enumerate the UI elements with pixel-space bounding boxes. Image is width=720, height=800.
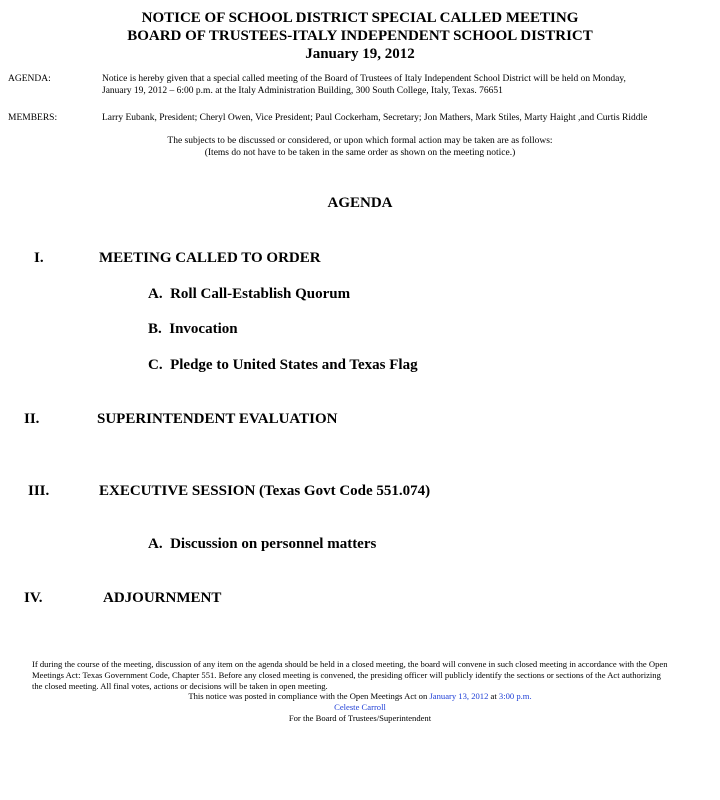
section-1-numeral: I. <box>34 250 44 266</box>
section-1-title: MEETING CALLED TO ORDER <box>99 250 321 266</box>
agenda-heading: AGENDA <box>327 195 393 211</box>
section-4-numeral: IV. <box>24 590 43 606</box>
posting-statement <box>0 691 720 702</box>
members-label: MEMBERS: <box>8 113 58 123</box>
meeting-date: January 19, 2012 <box>305 46 415 62</box>
section-2-numeral: II. <box>24 411 40 427</box>
section-1-item-b: B. Invocation <box>148 321 238 337</box>
section-3-item-a: A. Discussion on personnel matters <box>148 536 377 552</box>
posting-time: 3:00 p.m. <box>498 691 532 701</box>
agenda-label: AGENDA: <box>8 74 51 84</box>
for-board: For the Board of Trustees/Superintendent <box>288 713 432 723</box>
posting-date: January 13, 2012 <box>429 691 489 701</box>
agenda-notice-line-1: Notice is hereby given that a special called meeting of the Board of Trustees of Italy Independent School District will be held on Monday, <box>102 74 626 84</box>
posting-at: at <box>488 691 499 701</box>
section-3-numeral: III. <box>28 483 50 499</box>
section-1-item-c: C. Pledge to United States and Texas Flag <box>148 357 418 373</box>
subjects-note: (Items do not have to be taken in the same order as shown on the meeting notice.) <box>204 148 516 158</box>
section-1-item-a: A. Roll Call-Establish Quorum <box>148 286 351 302</box>
members-list: Larry Eubank, President; Cheryl Owen, Vice President; Paul Cockerham, Secretary; Jon Mathers, Mark Stiles, Marty Haight ,and Curtis Riddle <box>102 113 648 123</box>
agenda-notice-line-2: January 19, 2012 – 6:00 p.m. at the Italy Administration Building, 300 South College, Italy, Texas. 76651 <box>102 86 503 96</box>
posting-prefix: This notice was posted in compliance with the Open Meetings Act on <box>188 691 430 701</box>
notice-title: NOTICE OF SCHOOL DISTRICT SPECIAL CALLED MEETING <box>141 10 579 26</box>
closed-meeting-line-1: If during the course of the meeting, discussion of any item on the agenda should be held in a closed meeting, the board will convene in such closed meeting in accordance with the Open <box>32 659 668 669</box>
section-2-title: SUPERINTENDENT EVALUATION <box>97 411 338 427</box>
section-4-title: ADJOURNMENT <box>103 590 222 606</box>
posted-by: Celeste Carroll <box>334 702 386 712</box>
board-title: BOARD OF TRUSTEES-ITALY INDEPENDENT SCHOOL DISTRICT <box>127 28 593 44</box>
closed-meeting-line-3: the closed meeting. All final votes, actions or decisions will be taken in open meeting. <box>32 681 328 691</box>
closed-meeting-line-2: Meetings Act: Texas Government Code, Chapter 551. Before any closed meeting is convened, the presiding officer will publicly identify the sections or sections of the Act authorizing <box>32 670 661 680</box>
subjects-intro: The subjects to be discussed or considered, or upon which formal action may be taken are as follows: <box>167 136 553 146</box>
section-3-title: EXECUTIVE SESSION (Texas Govt Code 551.074) <box>99 483 431 499</box>
